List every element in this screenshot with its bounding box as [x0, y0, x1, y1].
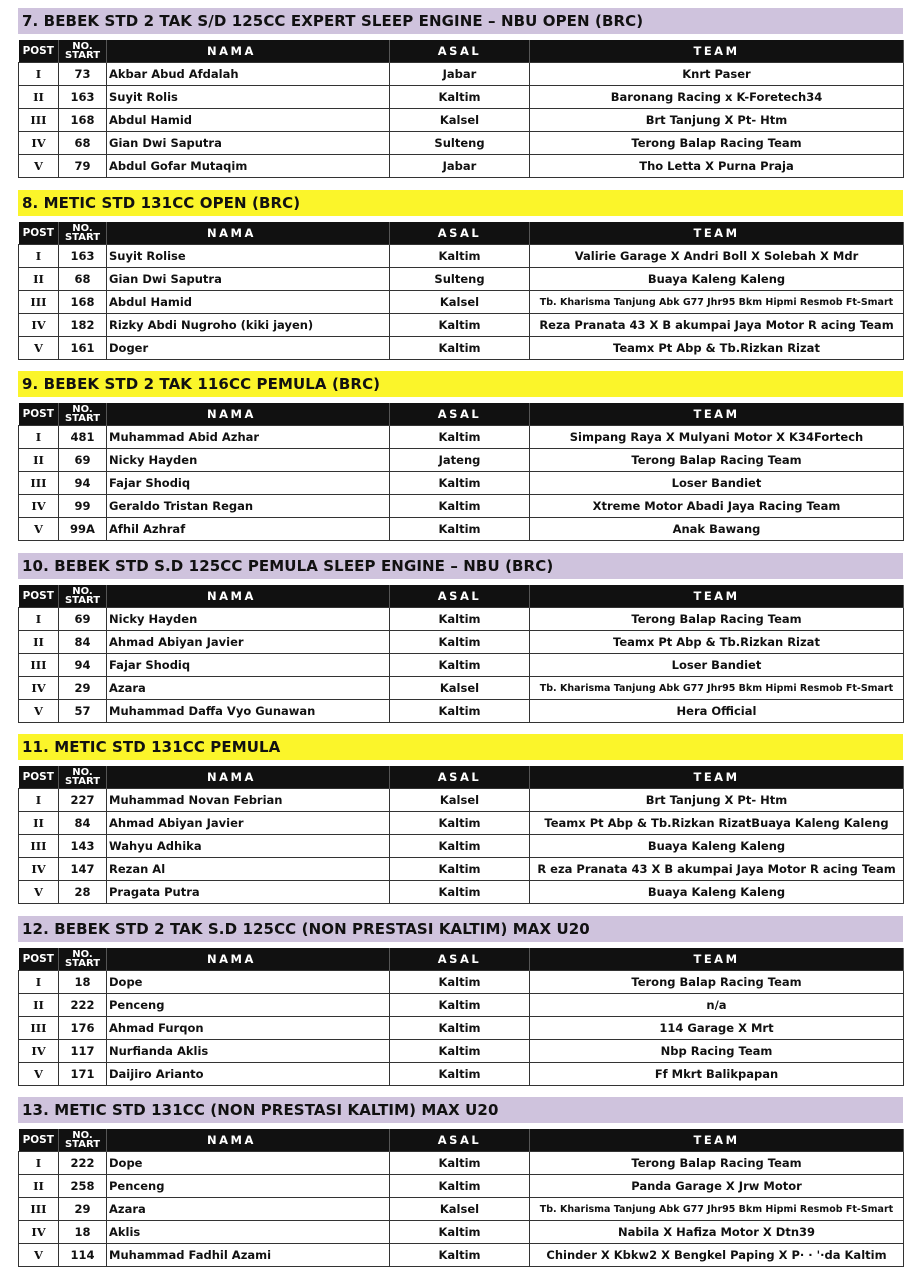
start-number-cell: 481 — [59, 426, 107, 449]
col-header-team: TEAM — [530, 222, 904, 245]
start-number-cell: 94 — [59, 472, 107, 495]
col-header-asal: ASAL — [390, 585, 530, 608]
position-cell: I — [19, 63, 59, 86]
results-table — [18, 222, 904, 360]
start-number-cell: 143 — [59, 835, 107, 858]
table-row — [19, 1152, 904, 1175]
team-cell: Teamx Pt Abp & Tb.Rizkan RizatBuaya Kaleng Kaleng — [530, 812, 904, 835]
start-number-cell: 29 — [59, 1198, 107, 1221]
team-cell: Loser Bandiet — [530, 472, 904, 495]
start-number-cell: 222 — [59, 1152, 107, 1175]
table-row — [19, 63, 904, 86]
team-cell: Xtreme Motor Abadi Jaya Racing Team — [530, 495, 904, 518]
team-cell: Nbp Racing Team — [530, 1040, 904, 1063]
origin-cell: Kaltim — [390, 971, 530, 994]
col-header-no-start — [59, 1129, 107, 1152]
team-cell: Knrt Paser — [530, 63, 904, 86]
rider-name-cell: Nicky Hayden — [107, 608, 390, 631]
origin-cell: Kaltim — [390, 654, 530, 677]
origin-cell: Kaltim — [390, 245, 530, 268]
col-header-nama: NAMA — [107, 1129, 390, 1152]
rider-name-cell: Afhil Azhraf — [107, 518, 390, 541]
race-section — [18, 8, 903, 173]
team-cell: Loser Bandiet — [530, 654, 904, 677]
table-row — [19, 314, 904, 337]
origin-cell: Kaltim — [390, 86, 530, 109]
origin-cell: Kalsel — [390, 677, 530, 700]
origin-cell: Kaltim — [390, 881, 530, 904]
table-row — [19, 109, 904, 132]
col-header-start: START — [64, 958, 101, 969]
rider-name-cell: Muhammad Daffa Vyo Gunawan — [107, 700, 390, 723]
position-cell: III — [19, 472, 59, 495]
origin-cell: Kaltim — [390, 1175, 530, 1198]
position-cell: I — [19, 608, 59, 631]
origin-cell: Kalsel — [390, 291, 530, 314]
col-header-start: START — [64, 413, 101, 424]
start-number-cell: 227 — [59, 789, 107, 812]
position-cell: III — [19, 1198, 59, 1221]
rider-name-cell: Penceng — [107, 1175, 390, 1198]
rider-name-cell: Fajar Shodiq — [107, 472, 390, 495]
origin-cell: Kaltim — [390, 700, 530, 723]
team-cell: Tb. Kharisma Tanjung Abk G77 Jhr95 Bkm Hipmi Resmob Ft-Smart — [530, 677, 904, 700]
table-header-row — [19, 403, 904, 426]
position-cell: IV — [19, 858, 59, 881]
origin-cell: Kaltim — [390, 1152, 530, 1175]
start-number-cell: 29 — [59, 677, 107, 700]
origin-cell: Kalsel — [390, 1198, 530, 1221]
start-number-cell: 258 — [59, 1175, 107, 1198]
col-header-asal: ASAL — [390, 766, 530, 789]
position-cell: IV — [19, 132, 59, 155]
table-row — [19, 291, 904, 314]
table-row — [19, 426, 904, 449]
col-header-nama: NAMA — [107, 40, 390, 63]
table-row — [19, 812, 904, 835]
results-table — [18, 766, 904, 904]
rider-name-cell: Ahmad Abiyan Javier — [107, 631, 390, 654]
team-cell: Buaya Kaleng Kaleng — [530, 881, 904, 904]
start-number-cell: 163 — [59, 245, 107, 268]
position-cell: I — [19, 426, 59, 449]
table-row — [19, 1221, 904, 1244]
start-number-cell: 68 — [59, 132, 107, 155]
col-header-start: START — [64, 776, 101, 787]
table-header-row — [19, 948, 904, 971]
col-header-post: POST — [19, 1129, 59, 1152]
race-section — [18, 371, 903, 536]
col-header-nama: NAMA — [107, 222, 390, 245]
position-cell: V — [19, 1063, 59, 1086]
position-cell: IV — [19, 314, 59, 337]
table-row — [19, 245, 904, 268]
col-header-asal: ASAL — [390, 403, 530, 426]
origin-cell: Kaltim — [390, 994, 530, 1017]
team-cell: Nabila X Hafiza Motor X Dtn39 — [530, 1221, 904, 1244]
section-title: 7. BEBEK STD 2 TAK S/D 125CC EXPERT SLEEP ENGINE – NBU OPEN (BRC) — [18, 8, 903, 34]
table-row — [19, 155, 904, 178]
rider-name-cell: Abdul Gofar Mutaqim — [107, 155, 390, 178]
rider-name-cell: Ahmad Abiyan Javier — [107, 812, 390, 835]
table-header-row — [19, 222, 904, 245]
col-header-no: NO. — [72, 1130, 93, 1141]
team-cell: Anak Bawang — [530, 518, 904, 541]
col-header-post: POST — [19, 222, 59, 245]
origin-cell: Kalsel — [390, 109, 530, 132]
rider-name-cell: Doger — [107, 337, 390, 360]
col-header-asal: ASAL — [390, 948, 530, 971]
col-header-no: NO. — [72, 223, 93, 234]
col-header-team: TEAM — [530, 948, 904, 971]
position-cell: II — [19, 268, 59, 291]
rider-name-cell: Akbar Abud Afdalah — [107, 63, 390, 86]
position-cell: I — [19, 789, 59, 812]
team-cell: Terong Balap Racing Team — [530, 132, 904, 155]
race-section — [18, 553, 903, 718]
team-cell: Reza Pranata 43 X B akumpai Jaya Motor R acing Team — [530, 314, 904, 337]
table-row — [19, 1175, 904, 1198]
col-header-no-start — [59, 766, 107, 789]
table-row — [19, 1017, 904, 1040]
section-title: 12. BEBEK STD 2 TAK S.D 125CC (NON PRESTASI KALTIM) MAX U20 — [18, 916, 903, 942]
table-row — [19, 858, 904, 881]
team-cell: 114 Garage X Mrt — [530, 1017, 904, 1040]
start-number-cell: 114 — [59, 1244, 107, 1267]
rider-name-cell: Penceng — [107, 994, 390, 1017]
start-number-cell: 168 — [59, 109, 107, 132]
team-cell: Brt Tanjung X Pt- Htm — [530, 789, 904, 812]
rider-name-cell: Rizky Abdi Nugroho (kiki jayen) — [107, 314, 390, 337]
table-row — [19, 994, 904, 1017]
start-number-cell: 84 — [59, 631, 107, 654]
start-number-cell: 94 — [59, 654, 107, 677]
origin-cell: Kaltim — [390, 518, 530, 541]
col-header-no: NO. — [72, 404, 93, 415]
origin-cell: Kaltim — [390, 1221, 530, 1244]
start-number-cell: 171 — [59, 1063, 107, 1086]
position-cell: III — [19, 109, 59, 132]
col-header-no-start — [59, 222, 107, 245]
col-header-start: START — [64, 232, 101, 243]
table-row — [19, 835, 904, 858]
team-cell: Baronang Racing x K-Foretech34 — [530, 86, 904, 109]
col-header-team: TEAM — [530, 1129, 904, 1152]
start-number-cell: 73 — [59, 63, 107, 86]
origin-cell: Kaltim — [390, 631, 530, 654]
start-number-cell: 69 — [59, 608, 107, 631]
start-number-cell: 68 — [59, 268, 107, 291]
position-cell: V — [19, 700, 59, 723]
start-number-cell: 99 — [59, 495, 107, 518]
origin-cell: Kaltim — [390, 472, 530, 495]
origin-cell: Sulteng — [390, 132, 530, 155]
start-number-cell: 176 — [59, 1017, 107, 1040]
start-number-cell: 117 — [59, 1040, 107, 1063]
start-number-cell: 99A — [59, 518, 107, 541]
team-cell: Tb. Kharisma Tanjung Abk G77 Jhr95 Bkm Hipmi Resmob Ft-Smart — [530, 291, 904, 314]
rider-name-cell: Azara — [107, 1198, 390, 1221]
team-cell: Teamx Pt Abp & Tb.Rizkan Rizat — [530, 337, 904, 360]
origin-cell: Kalsel — [390, 789, 530, 812]
table-header-row — [19, 40, 904, 63]
table-row — [19, 472, 904, 495]
col-header-post: POST — [19, 766, 59, 789]
start-number-cell: 18 — [59, 971, 107, 994]
col-header-asal: ASAL — [390, 222, 530, 245]
rider-name-cell: Pragata Putra — [107, 881, 390, 904]
start-number-cell: 222 — [59, 994, 107, 1017]
team-cell: Terong Balap Racing Team — [530, 449, 904, 472]
team-cell: Valirie Garage X Andri Boll X Solebah X Mdr — [530, 245, 904, 268]
section-title: 9. BEBEK STD 2 TAK 116CC PEMULA (BRC) — [18, 371, 903, 397]
col-header-start: START — [64, 595, 101, 606]
start-number-cell: 182 — [59, 314, 107, 337]
table-row — [19, 654, 904, 677]
team-cell: Brt Tanjung X Pt- Htm — [530, 109, 904, 132]
start-number-cell: 57 — [59, 700, 107, 723]
rider-name-cell: Dope — [107, 971, 390, 994]
table-row — [19, 132, 904, 155]
position-cell: IV — [19, 677, 59, 700]
rider-name-cell: Suyit Rolise — [107, 245, 390, 268]
col-header-no: NO. — [72, 41, 93, 52]
table-header-row — [19, 585, 904, 608]
rider-name-cell: Muhammad Fadhil Azami — [107, 1244, 390, 1267]
origin-cell: Jabar — [390, 155, 530, 178]
table-row — [19, 677, 904, 700]
table-row — [19, 337, 904, 360]
rider-name-cell: Fajar Shodiq — [107, 654, 390, 677]
position-cell: III — [19, 835, 59, 858]
results-table — [18, 948, 904, 1086]
table-row — [19, 700, 904, 723]
origin-cell: Kaltim — [390, 337, 530, 360]
rider-name-cell: Nicky Hayden — [107, 449, 390, 472]
section-title: 11. METIC STD 131CC PEMULA — [18, 734, 903, 760]
rider-name-cell: Suyit Rolis — [107, 86, 390, 109]
col-header-nama: NAMA — [107, 403, 390, 426]
col-header-start: START — [64, 50, 101, 61]
rider-name-cell: Wahyu Adhika — [107, 835, 390, 858]
col-header-post: POST — [19, 948, 59, 971]
rider-name-cell: Gian Dwi Saputra — [107, 132, 390, 155]
race-section — [18, 734, 903, 899]
origin-cell: Sulteng — [390, 268, 530, 291]
position-cell: II — [19, 631, 59, 654]
start-number-cell: 18 — [59, 1221, 107, 1244]
team-cell: Terong Balap Racing Team — [530, 971, 904, 994]
origin-cell: Kaltim — [390, 835, 530, 858]
position-cell: II — [19, 812, 59, 835]
col-header-start: START — [64, 1139, 101, 1150]
start-number-cell: 161 — [59, 337, 107, 360]
col-header-no-start — [59, 948, 107, 971]
results-table — [18, 1129, 904, 1267]
origin-cell: Kaltim — [390, 608, 530, 631]
team-cell: Hera Official — [530, 700, 904, 723]
table-row — [19, 518, 904, 541]
col-header-no-start — [59, 403, 107, 426]
rider-name-cell: Aklis — [107, 1221, 390, 1244]
col-header-team: TEAM — [530, 403, 904, 426]
col-header-no-start — [59, 585, 107, 608]
origin-cell: Kaltim — [390, 812, 530, 835]
rider-name-cell: Daijiro Arianto — [107, 1063, 390, 1086]
position-cell: V — [19, 337, 59, 360]
col-header-nama: NAMA — [107, 948, 390, 971]
rider-name-cell: Azara — [107, 677, 390, 700]
start-number-cell: 168 — [59, 291, 107, 314]
position-cell: III — [19, 291, 59, 314]
race-section — [18, 916, 903, 1081]
origin-cell: Kaltim — [390, 314, 530, 337]
table-row — [19, 1063, 904, 1086]
origin-cell: Kaltim — [390, 1063, 530, 1086]
rider-name-cell: Nurfianda Aklis — [107, 1040, 390, 1063]
rider-name-cell: Dope — [107, 1152, 390, 1175]
results-table — [18, 403, 904, 541]
table-row — [19, 449, 904, 472]
position-cell: II — [19, 449, 59, 472]
table-row — [19, 1244, 904, 1267]
start-number-cell: 28 — [59, 881, 107, 904]
position-cell: V — [19, 155, 59, 178]
col-header-no: NO. — [72, 586, 93, 597]
start-number-cell: 69 — [59, 449, 107, 472]
origin-cell: Kaltim — [390, 1040, 530, 1063]
rider-name-cell: Abdul Hamid — [107, 109, 390, 132]
rider-name-cell: Geraldo Tristan Regan — [107, 495, 390, 518]
position-cell: I — [19, 971, 59, 994]
team-cell: Chinder X Kbkw2 X Bengkel Paping X P· · '·da Kaltim — [530, 1244, 904, 1267]
table-row — [19, 971, 904, 994]
table-row — [19, 631, 904, 654]
col-header-asal: ASAL — [390, 1129, 530, 1152]
col-header-post: POST — [19, 403, 59, 426]
team-cell: Tho Letta X Purna Praja — [530, 155, 904, 178]
rider-name-cell: Abdul Hamid — [107, 291, 390, 314]
table-header-row — [19, 1129, 904, 1152]
rider-name-cell: Ahmad Furqon — [107, 1017, 390, 1040]
section-title: 10. BEBEK STD S.D 125CC PEMULA SLEEP ENGINE – NBU (BRC) — [18, 553, 903, 579]
col-header-post: POST — [19, 40, 59, 63]
position-cell: I — [19, 1152, 59, 1175]
rider-name-cell: Muhammad Abid Azhar — [107, 426, 390, 449]
team-cell: Terong Balap Racing Team — [530, 1152, 904, 1175]
origin-cell: Jabar — [390, 63, 530, 86]
origin-cell: Kaltim — [390, 426, 530, 449]
team-cell: R eza Pranata 43 X B akumpai Jaya Motor R acing Team — [530, 858, 904, 881]
col-header-nama: NAMA — [107, 766, 390, 789]
position-cell: IV — [19, 495, 59, 518]
start-number-cell: 163 — [59, 86, 107, 109]
team-cell: n/a — [530, 994, 904, 1017]
race-section — [18, 190, 903, 355]
position-cell: I — [19, 245, 59, 268]
table-header-row — [19, 766, 904, 789]
section-title: 13. METIC STD 131CC (NON PRESTASI KALTIM) MAX U20 — [18, 1097, 903, 1123]
position-cell: III — [19, 654, 59, 677]
rider-name-cell: Rezan Al — [107, 858, 390, 881]
origin-cell: Kaltim — [390, 495, 530, 518]
origin-cell: Kaltim — [390, 1244, 530, 1267]
col-header-no: NO. — [72, 949, 93, 960]
col-header-no: NO. — [72, 767, 93, 778]
start-number-cell: 79 — [59, 155, 107, 178]
table-row — [19, 495, 904, 518]
team-cell: Tb. Kharisma Tanjung Abk G77 Jhr95 Bkm Hipmi Resmob Ft-Smart — [530, 1198, 904, 1221]
col-header-no-start — [59, 40, 107, 63]
col-header-team: TEAM — [530, 585, 904, 608]
col-header-nama: NAMA — [107, 585, 390, 608]
position-cell: II — [19, 86, 59, 109]
start-number-cell: 147 — [59, 858, 107, 881]
rider-name-cell: Gian Dwi Saputra — [107, 268, 390, 291]
col-header-team: TEAM — [530, 766, 904, 789]
rider-name-cell: Muhammad Novan Febrian — [107, 789, 390, 812]
position-cell: II — [19, 1175, 59, 1198]
position-cell: V — [19, 518, 59, 541]
position-cell: IV — [19, 1221, 59, 1244]
section-title: 8. METIC STD 131CC OPEN (BRC) — [18, 190, 903, 216]
table-row — [19, 268, 904, 291]
table-row — [19, 1040, 904, 1063]
table-row — [19, 1198, 904, 1221]
table-row — [19, 881, 904, 904]
team-cell: Terong Balap Racing Team — [530, 608, 904, 631]
results-table — [18, 40, 904, 178]
team-cell: Buaya Kaleng Kaleng — [530, 268, 904, 291]
table-row — [19, 789, 904, 812]
team-cell: Panda Garage X Jrw Motor — [530, 1175, 904, 1198]
position-cell: II — [19, 994, 59, 1017]
team-cell: Buaya Kaleng Kaleng — [530, 835, 904, 858]
race-section — [18, 1097, 903, 1262]
position-cell: III — [19, 1017, 59, 1040]
table-row — [19, 608, 904, 631]
col-header-asal: ASAL — [390, 40, 530, 63]
origin-cell: Kaltim — [390, 858, 530, 881]
origin-cell: Jateng — [390, 449, 530, 472]
col-header-post: POST — [19, 585, 59, 608]
position-cell: V — [19, 881, 59, 904]
position-cell: IV — [19, 1040, 59, 1063]
table-row — [19, 86, 904, 109]
position-cell: V — [19, 1244, 59, 1267]
team-cell: Teamx Pt Abp & Tb.Rizkan Rizat — [530, 631, 904, 654]
col-header-team: TEAM — [530, 40, 904, 63]
results-table — [18, 585, 904, 723]
team-cell: Simpang Raya X Mulyani Motor X K34Fortech — [530, 426, 904, 449]
team-cell: Ff Mkrt Balikpapan — [530, 1063, 904, 1086]
start-number-cell: 84 — [59, 812, 107, 835]
origin-cell: Kaltim — [390, 1017, 530, 1040]
